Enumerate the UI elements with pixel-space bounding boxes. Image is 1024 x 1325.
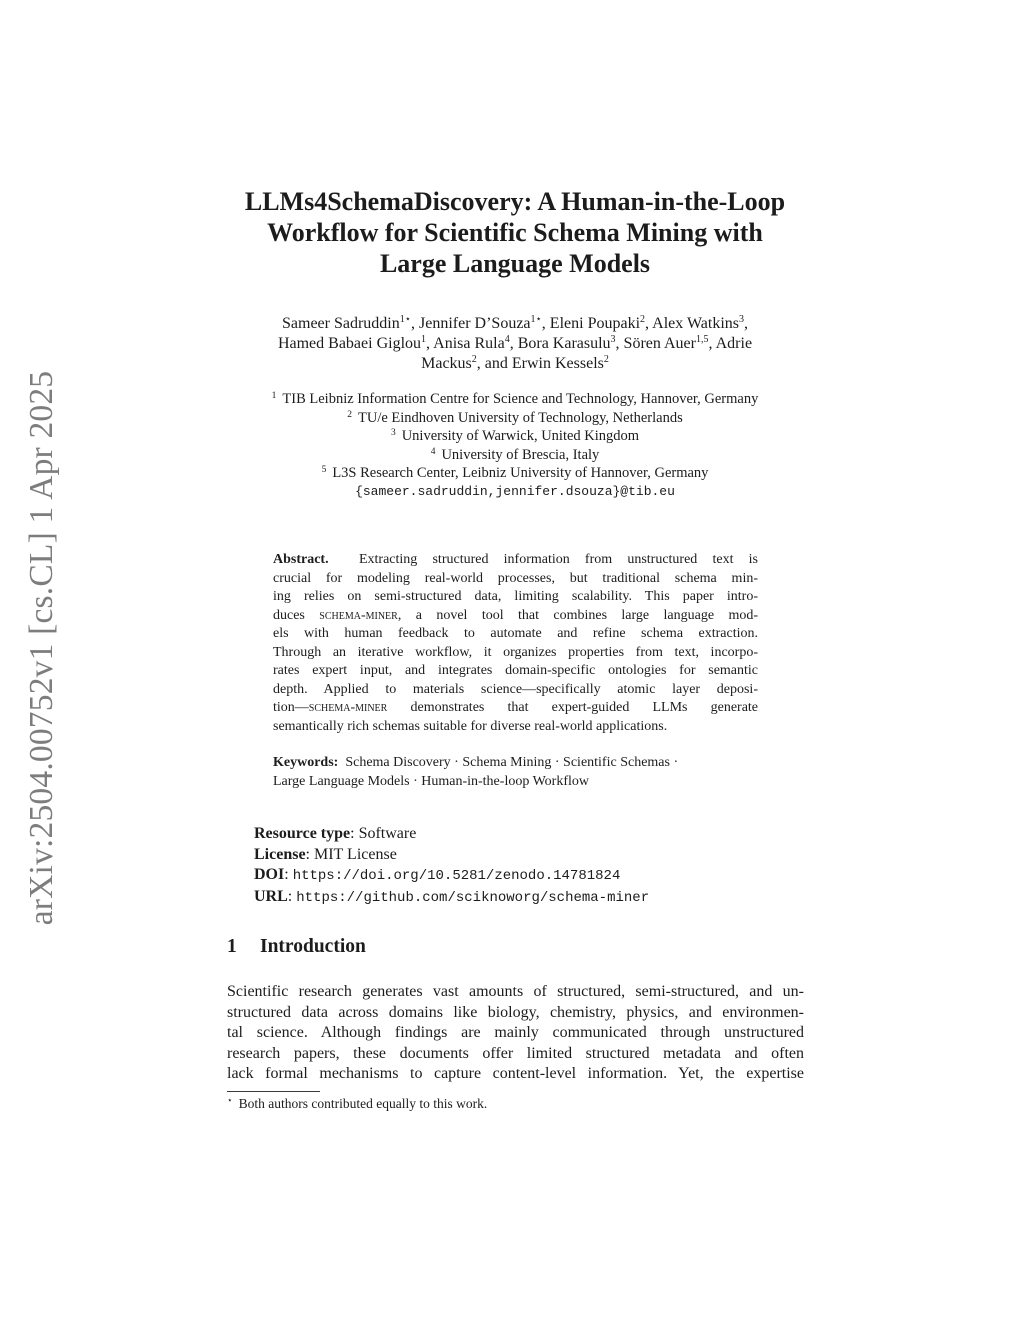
keywords-text: Schema Discovery · Schema Mining · Scientific Schemas ·: [345, 755, 679, 770]
author-affil-mark: 3: [610, 334, 616, 345]
author-affil-mark: 1,5: [695, 334, 709, 345]
affiliation: [200, 390, 830, 409]
affiliation-number: 3: [390, 428, 396, 438]
abstract-line: [273, 607, 758, 626]
author-conjunction: and: [484, 355, 508, 372]
abstract-line: semantically rich schemas suitable for diverse real-world applications.: [273, 718, 668, 734]
author-name: Sören Auer: [623, 335, 696, 352]
body-line: tal science. Although findings are mainly communicated through unstructured: [227, 1024, 804, 1041]
title-line: Large Language Models: [379, 249, 651, 278]
keywords-line: Large Language Models · Human-in-the-loop Workflow: [273, 773, 589, 789]
abstract-line: [273, 551, 758, 570]
abstract-line: Through an iterative workflow, it organizes properties from text, incorpo-: [273, 644, 758, 660]
doi-label: DOI: [254, 866, 285, 883]
section-number: 1: [227, 936, 237, 957]
author-name: Hamed Babaei Giglou: [277, 335, 422, 352]
affiliation-text: University of Brescia, Italy: [441, 446, 600, 463]
affiliation: [200, 446, 830, 465]
tool-name: schema-miner: [319, 607, 398, 623]
doi-link[interactable]: https://doi.org/10.5281/zenodo.14781824: [292, 868, 621, 884]
author-name: Alex Watkins: [652, 315, 739, 332]
resource-type-row: Resource type: Software: [254, 825, 417, 842]
affiliation-text: L3S Research Center, Leibniz University of Hannover, Germany: [332, 465, 709, 481]
author-name-part: Adrie: [715, 335, 753, 352]
section-title: Introduction: [260, 936, 366, 957]
author-line: Hamed Babaei Giglou$^1$, Anisa Rula$^4$, Bora Karasulu$^3$, Sören Auer$^{1,5}$, Adrie: [277, 334, 753, 352]
abstract-text: Extracting structured information from unstructured text is: [358, 552, 758, 567]
paper-title: [200, 186, 830, 279]
abstract-text: duces: [273, 607, 305, 623]
license-label: License: [254, 845, 306, 863]
section-heading: [227, 936, 366, 958]
affiliation-number: 2: [347, 409, 352, 420]
abstract-line: els with human feedback to automate and refine schema extraction.: [273, 626, 758, 641]
footnote-text: Both authors contributed equally to this work.: [238, 1096, 488, 1111]
affiliation: [200, 409, 830, 428]
title-line: LLMs4SchemaDiscovery: A Human-in-the-Loop: [244, 187, 786, 216]
tool-name: schema-miner: [308, 700, 388, 715]
footnote-mark: ⋆: [227, 1095, 233, 1105]
abstract-text: tion—: [273, 700, 309, 715]
keywords: [273, 754, 758, 791]
author-name: Bora Karasulu: [517, 335, 611, 352]
resource-type-value: Software: [358, 825, 417, 842]
resource-type-label: Resource type: [254, 825, 351, 842]
body-line: Scientific research generates vast amounts of structured, semi-structured, and un-: [227, 983, 804, 1000]
author-affil-mark: 3: [739, 314, 744, 325]
abstract-line: ing relies on semi-structured data, limiting scalability. This paper intro-: [273, 589, 758, 604]
affiliation: [200, 464, 830, 483]
author-name-part: Mackus: [421, 355, 472, 372]
author-name: Jennifer D’Souza: [419, 315, 531, 332]
author-list: [200, 314, 830, 374]
author-affil-mark: 2: [603, 354, 609, 365]
author-affil-mark: 1⋆: [399, 314, 412, 325]
footnote: [227, 1096, 487, 1112]
resource-info: [254, 824, 774, 908]
affiliation-number: 4: [430, 446, 436, 457]
affiliation-text: TU/e Eindhoven University of Technology, Netherlands: [357, 409, 683, 426]
footnote-rule: [227, 1091, 320, 1092]
author-name: Erwin Kessels: [511, 355, 604, 372]
license-row: License: MIT License: [254, 845, 397, 863]
author-name: Eleni Poupaki: [549, 315, 641, 332]
body-line: structured data across domains like biology, chemistry, physics, and environmen-: [227, 1003, 804, 1021]
affiliation: [200, 427, 830, 446]
author-affil-mark: 1⋆: [530, 314, 542, 325]
url-label: URL: [254, 887, 288, 905]
abstract-line: [273, 699, 758, 718]
affiliation-text: University of Warwick, United Kingdom: [401, 428, 640, 444]
author-line: Sameer Sadruddin$^{1⋆}$, Jennifer D’Souza$^{1⋆}$, Eleni Poupaki$^2$, Alex Watkins$^3$,: [282, 314, 748, 332]
abstract-text: demonstrates that expert-guided LLMs generate: [410, 700, 759, 715]
author-affil-mark: 2: [640, 314, 646, 325]
keywords-line: [273, 754, 758, 773]
body-line: research papers, these documents offer limited structured metadata and often: [227, 1044, 804, 1062]
author-line: Mackus$^2$, and Erwin Kessels$^2$: [421, 354, 609, 372]
affiliation-list: [200, 390, 830, 501]
arxiv-identifier-stamp: arXiv:2504.00752v1 [cs.CL] 1 Apr 2025: [23, 370, 60, 926]
body-line: lack formal mechanisms to capture content-level information. Yet, the expertise: [227, 1065, 804, 1082]
doi-row: DOI: https://doi.org/10.5281/zenodo.14781824: [254, 866, 621, 884]
contact-email[interactable]: {sameer.sadruddin,jennifer.dsouza}@tib.eu: [355, 483, 675, 499]
abstract: [273, 551, 758, 736]
author-name: Sameer Sadruddin: [282, 315, 400, 332]
abstract-text: , a novel tool that combines large language mod-: [397, 607, 758, 623]
url-row: URL: https://github.com/sciknoworg/schema-miner: [254, 887, 650, 906]
affiliation-text: TIB Leibniz Information Centre for Science and Technology, Hannover, Germany: [282, 391, 759, 407]
author-affil-mark: 2: [471, 354, 477, 365]
license-value: MIT License: [314, 845, 397, 863]
abstract-line: depth. Applied to materials science—specifically atomic layer deposi-: [273, 681, 758, 697]
abstract-line: crucial for modeling real-world processes, but traditional schema min-: [273, 570, 758, 586]
abstract-line: rates expert input, and integrates domain-specific ontologies for semantic: [273, 663, 758, 678]
author-affil-mark: 1: [421, 334, 427, 345]
keywords-label: Keywords:: [273, 755, 339, 770]
repository-link[interactable]: https://github.com/sciknoworg/schema-miner: [296, 889, 650, 906]
affiliation-number: 5: [321, 465, 327, 475]
author-affil-mark: 4: [504, 334, 510, 345]
title-line: Workflow for Scientific Schema Mining with: [267, 218, 763, 247]
abstract-label: Abstract.: [273, 552, 329, 567]
introduction-paragraph: [227, 982, 804, 1085]
author-name: Anisa Rula: [433, 335, 505, 352]
affiliation-number: 1: [271, 391, 277, 401]
